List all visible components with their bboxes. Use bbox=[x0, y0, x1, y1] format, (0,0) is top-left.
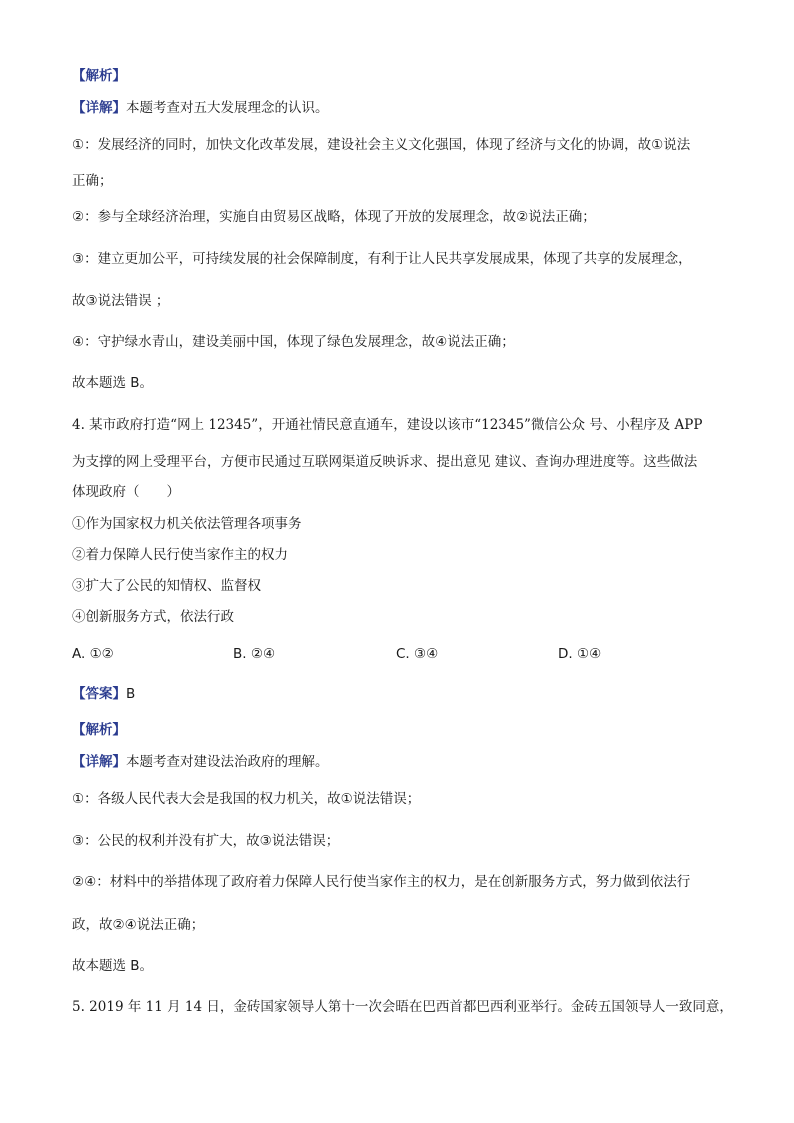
analysis-heading: 【解析】 bbox=[72, 722, 126, 738]
detail-text: 本题考查对五大发展理念的认识。 bbox=[126, 100, 329, 116]
explanation-paragraph: 正确； bbox=[72, 173, 113, 189]
explanation-paragraph: ①：各级人民代表大会是我国的权力机关，故①说法错误； bbox=[72, 791, 421, 807]
detail-line bbox=[72, 99, 329, 117]
answer-value: B bbox=[126, 686, 136, 702]
detail-tag: 【详解】 bbox=[72, 754, 126, 770]
statement-item: ③扩大了公民的知情权、监督权 bbox=[72, 578, 261, 594]
conclusion: 故本题选 B。 bbox=[72, 958, 154, 974]
option-b: B. ②④ bbox=[233, 646, 276, 662]
answer-tag: 【答案】 bbox=[72, 686, 126, 702]
explanation-paragraph: ③：建立更加公平，可持续发展的社会保障制度，有利于让人民共享发展成果，体现了共享的发展理念， bbox=[72, 251, 692, 267]
explanation-paragraph: ②：参与全球经济治理，实施自由贸易区战略，体现了开放的发展理念，故②说法正确； bbox=[72, 209, 596, 225]
explanation-paragraph: 故③说法错误 ； bbox=[72, 293, 170, 309]
detail-tag: 【详解】 bbox=[72, 100, 126, 116]
conclusion: 故本题选 B。 bbox=[72, 375, 154, 391]
explanation-paragraph: ④：守护绿水青山，建设美丽中国，体现了绿色发展理念，故④说法正确； bbox=[72, 334, 515, 350]
explanation-paragraph: ①：发展经济的同时，加快文化改革发展，建设社会主义文化强国，体现了经济与文化的协调，故①说法 bbox=[72, 137, 691, 153]
question-stem: 体现政府（ ） bbox=[72, 484, 180, 500]
detail-text: 本题考查对建设法治政府的理解。 bbox=[126, 754, 329, 770]
question-stem: 为支撑的网上受理平台，方便市民通过互联网渠道反映诉求、提出意见 建议、查询办理进度等。这些做法 bbox=[72, 454, 698, 470]
option-c: C. ③④ bbox=[396, 646, 439, 662]
explanation-paragraph: 政，故②④说法正确； bbox=[72, 917, 205, 933]
explanation-paragraph: ②④：材料中的举措体现了政府着力保障人民行使当家作主的权力，是在创新服务方式，努力做到依法行 bbox=[72, 874, 691, 890]
statement-item: ②着力保障人民行使当家作主的权力 bbox=[72, 547, 288, 563]
detail-line bbox=[72, 753, 329, 771]
statement-item: ④创新服务方式，依法行政 bbox=[72, 609, 234, 625]
statement-item: ①作为国家权力机关依法管理各项事务 bbox=[72, 516, 302, 532]
question-stem: 4. 某市政府打造“网上 12345”，开通社情民意直通车，建设以该市“12345”微信公众 号、小程序及 APP bbox=[72, 417, 703, 433]
option-d: D. ①④ bbox=[558, 646, 602, 662]
answer-line bbox=[72, 685, 135, 703]
option-a: A. ①② bbox=[72, 646, 114, 662]
analysis-heading: 【解析】 bbox=[72, 68, 126, 84]
explanation-paragraph: ③：公民的权利并没有扩大，故③说法错误； bbox=[72, 833, 340, 849]
question-stem: 5. 2019 年 11 月 14 日，金砖国家领导人第十一次会晤在巴西首都巴西利亚举行。金砖五国领导人一致同意， bbox=[72, 999, 733, 1015]
